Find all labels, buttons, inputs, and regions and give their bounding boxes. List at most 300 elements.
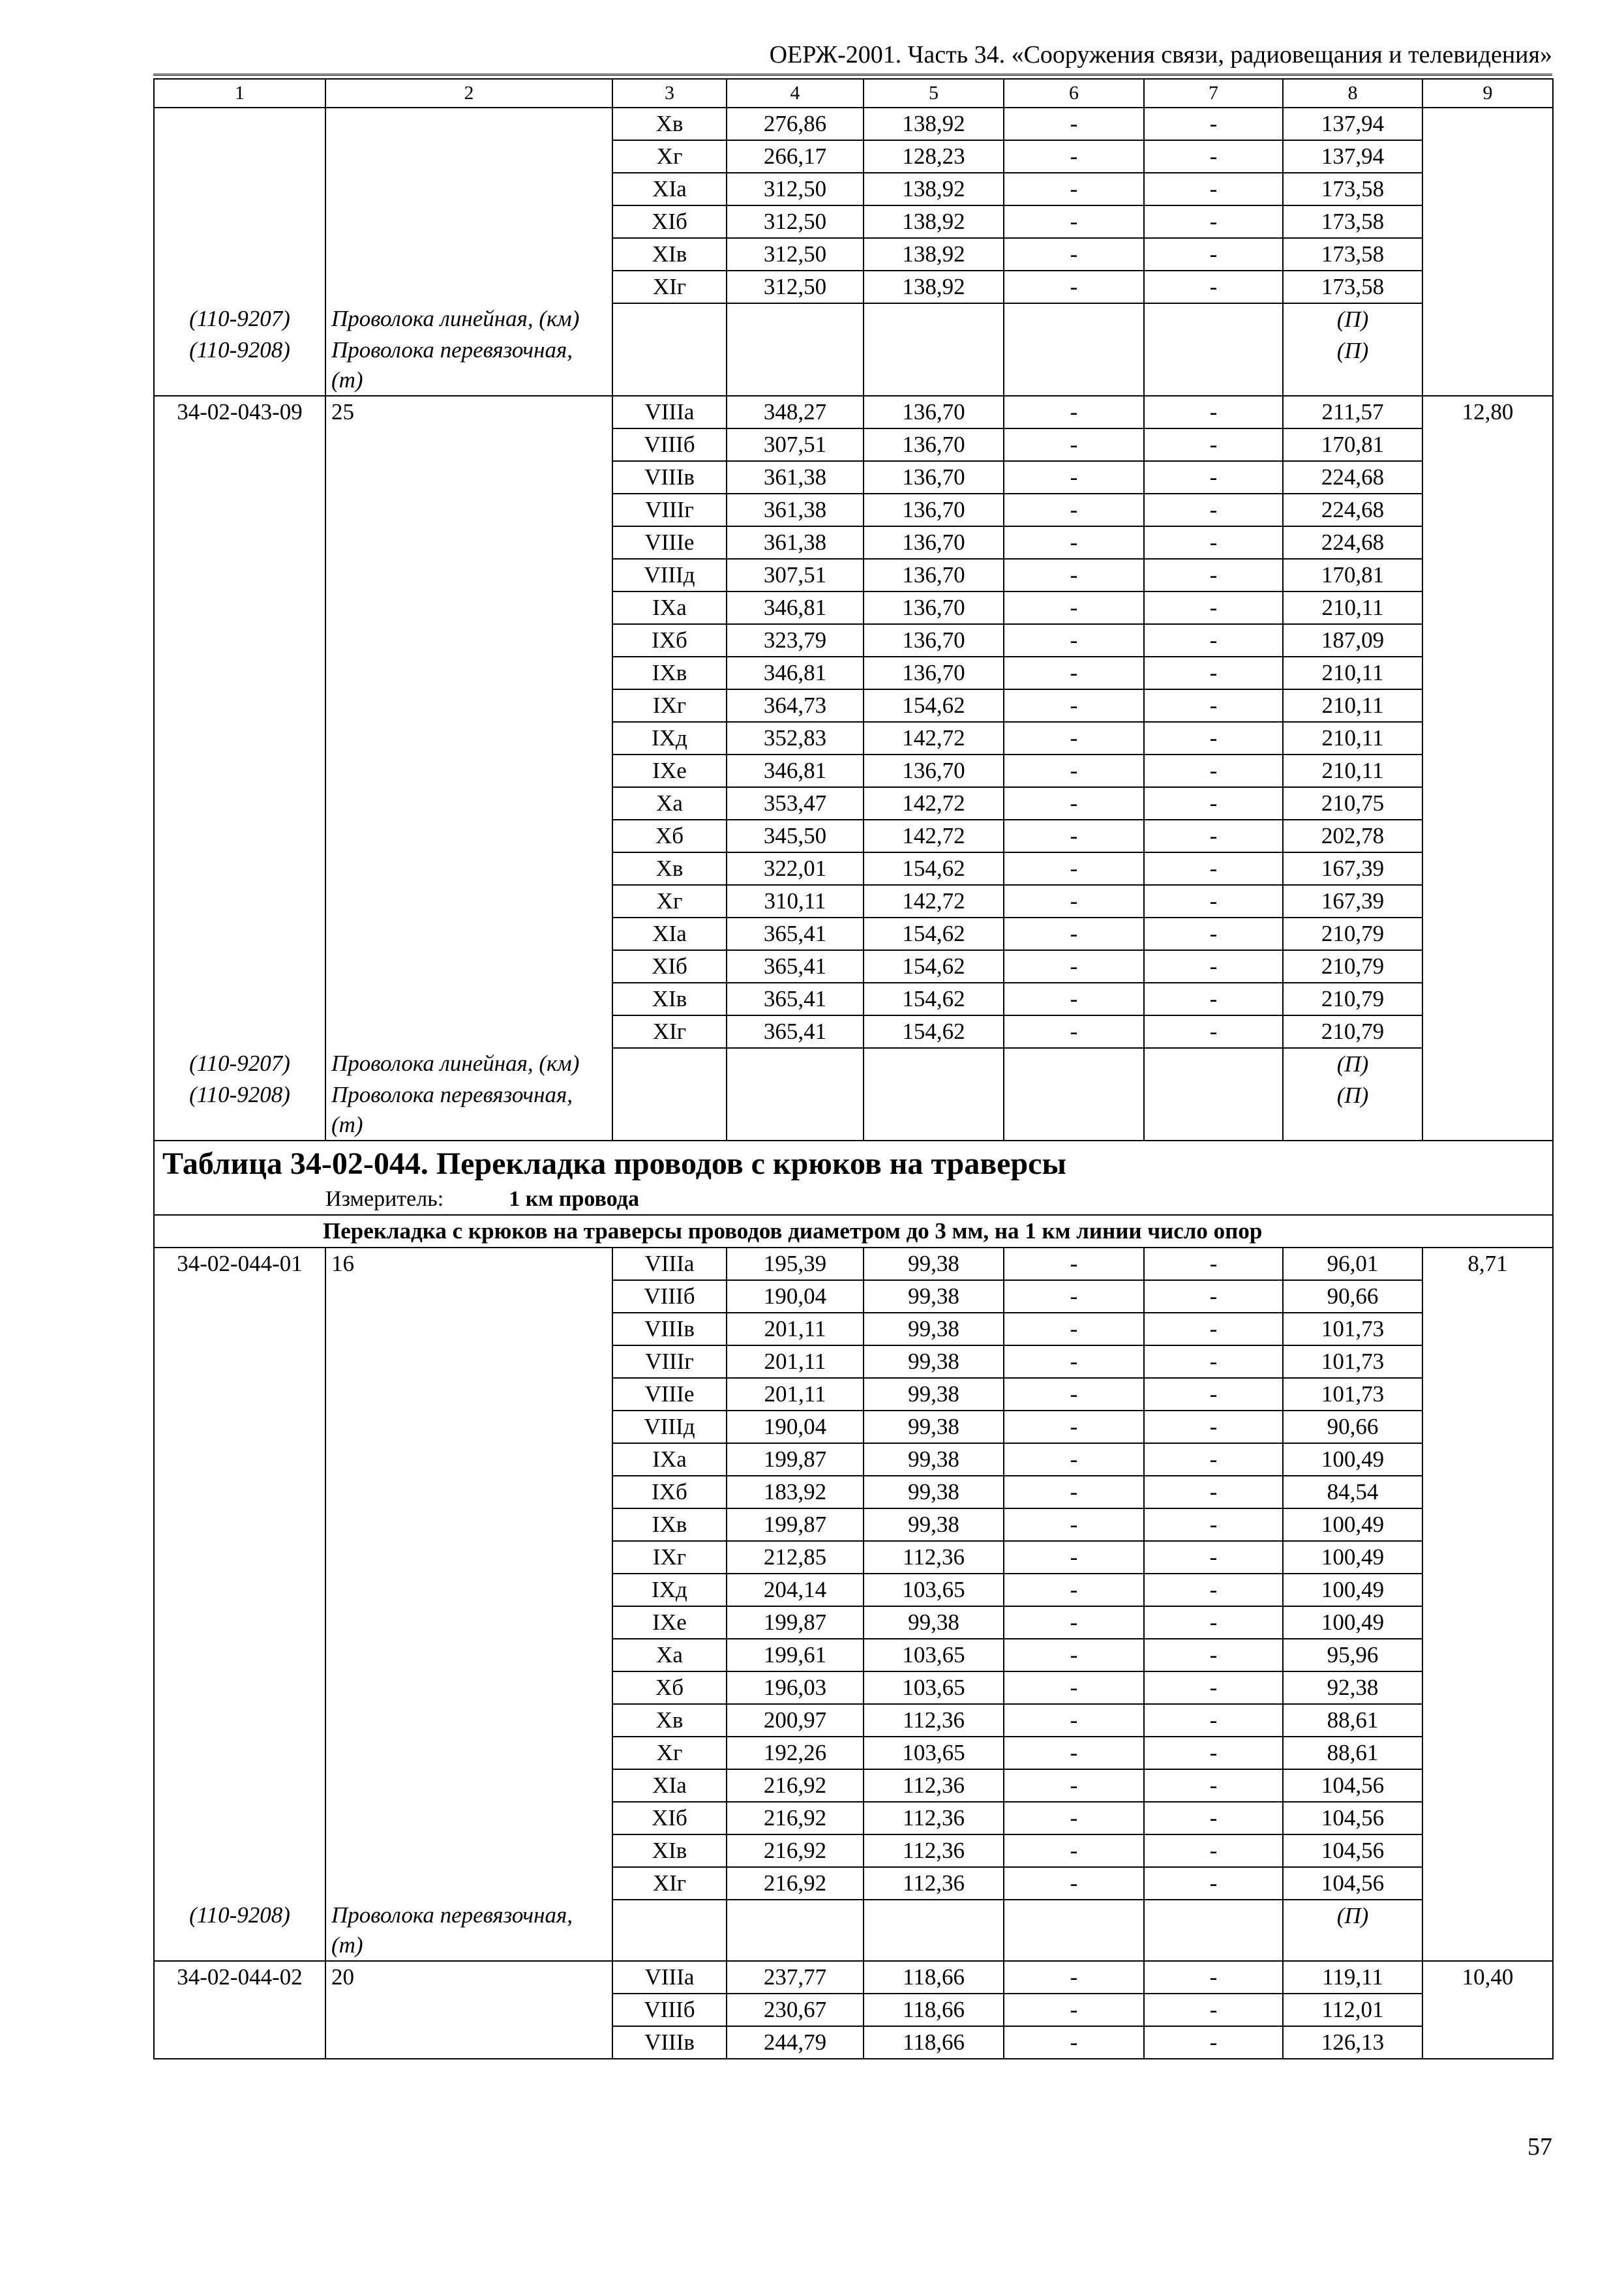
cell-col-5: 136,70: [864, 494, 1004, 526]
cell-col-8: 100,49: [1283, 1606, 1422, 1639]
cell-col-6: -: [1004, 2026, 1144, 2059]
cell-col-5: 99,38: [864, 1443, 1004, 1476]
cell-col-3: ХIб: [612, 950, 727, 983]
cell-col-3: IХб: [612, 624, 727, 657]
cell-col-8: 104,56: [1283, 1867, 1422, 1900]
materials-col-4: [727, 1048, 864, 1141]
cell-col-7: -: [1144, 559, 1283, 591]
cell-col-6: -: [1004, 108, 1144, 140]
cell-col-6: -: [1004, 1704, 1144, 1737]
cell-col-5: 99,38: [864, 1378, 1004, 1411]
cell-col-7: -: [1144, 1639, 1283, 1671]
column-number: 6: [1004, 79, 1144, 108]
spacer: [1284, 367, 1422, 395]
cell-col-4: 183,92: [727, 1476, 864, 1508]
cell-col-4: 216,92: [727, 1834, 864, 1867]
cell-col-6: -: [1004, 1411, 1144, 1443]
cell-col-4: 200,97: [727, 1704, 864, 1737]
cell-col-5: 136,70: [864, 461, 1004, 494]
support-count: 25: [325, 396, 612, 1048]
cell-col-7: -: [1144, 1994, 1283, 2026]
cell-col-3: ХIг: [612, 1867, 727, 1900]
cell-col-5: 138,92: [864, 108, 1004, 140]
materials-col-7: [1144, 303, 1283, 396]
cell-col-3: ХIг: [612, 1015, 727, 1048]
material-code: (110-9208): [189, 1902, 290, 1928]
cell-col-6: -: [1004, 205, 1144, 238]
cell-col-6: -: [1004, 885, 1144, 918]
cell-col-5: 118,66: [864, 2026, 1004, 2059]
cell-col-7: -: [1144, 173, 1283, 205]
cell-col-8: 84,54: [1283, 1476, 1422, 1508]
cell-col-4: 312,50: [727, 238, 864, 271]
cell-col-8: 210,11: [1283, 657, 1422, 689]
cell-col-4: 195,39: [727, 1248, 864, 1280]
cell-col-7: -: [1144, 689, 1283, 722]
cell-col-5: 136,70: [864, 559, 1004, 591]
cell-col-4: 312,50: [727, 205, 864, 238]
cell-col-3: Хв: [612, 108, 727, 140]
header-rule: [153, 74, 1552, 76]
cell-col-4: 361,38: [727, 494, 864, 526]
labor-cost: 8,71: [1422, 1248, 1553, 1961]
cell-col-6: -: [1004, 624, 1144, 657]
cell-col-8: 100,49: [1283, 1541, 1422, 1574]
cell-col-6: -: [1004, 1961, 1144, 1994]
cell-col-7: -: [1144, 1411, 1283, 1443]
cell-col-3: IХе: [612, 1606, 727, 1639]
cell-col-6: -: [1004, 1313, 1144, 1345]
cell-col-3: VIIIб: [612, 1994, 727, 2026]
column-number: 7: [1144, 79, 1283, 108]
cell-col-4: 361,38: [727, 526, 864, 559]
cell-col-8: 167,39: [1283, 885, 1422, 918]
cell-col-4: 310,11: [727, 885, 864, 918]
column-number: 8: [1283, 79, 1422, 108]
cell-col-4: 199,87: [727, 1443, 864, 1476]
table-row: [154, 396, 1553, 428]
cell-col-7: -: [1144, 1961, 1283, 1994]
cell-col-7: -: [1144, 1802, 1283, 1834]
cell-col-8: 210,79: [1283, 1015, 1422, 1048]
material-unit: (П): [1336, 1083, 1369, 1108]
cell-col-3: Хг: [612, 885, 727, 918]
cell-col-7: -: [1144, 852, 1283, 885]
cell-col-8: 90,66: [1283, 1280, 1422, 1313]
cell-col-7: -: [1144, 755, 1283, 787]
cell-col-7: -: [1144, 1574, 1283, 1606]
cell-col-3: Ха: [612, 1639, 727, 1671]
cell-col-5: 99,38: [864, 1280, 1004, 1313]
cell-col-3: ХIа: [612, 173, 727, 205]
cell-col-7: -: [1144, 787, 1283, 820]
cell-col-4: 216,92: [727, 1769, 864, 1802]
cell-col-5: 112,36: [864, 1802, 1004, 1834]
cell-col-5: 142,72: [864, 787, 1004, 820]
cell-col-4: 199,61: [727, 1639, 864, 1671]
materials-col-3: [612, 303, 727, 396]
material-codes: [154, 1900, 325, 1961]
cell-col-3: ХIв: [612, 983, 727, 1015]
cell-col-5: 118,66: [864, 1961, 1004, 1994]
material-unit: (П): [1336, 1051, 1369, 1077]
cell-col-4: 364,73: [727, 689, 864, 722]
cell-col-8: 202,78: [1283, 820, 1422, 852]
cell-col-3: VIIIб: [612, 1280, 727, 1313]
cell-col-8: 101,73: [1283, 1313, 1422, 1345]
cell-col-7: -: [1144, 1769, 1283, 1802]
cell-col-5: 112,36: [864, 1769, 1004, 1802]
cell-col-6: -: [1004, 238, 1144, 271]
rate-code: 34-02-043-09: [154, 396, 325, 1048]
cell-col-5: 154,62: [864, 918, 1004, 950]
cell-col-3: Хв: [612, 852, 727, 885]
section-row: [154, 1215, 1553, 1248]
cell-col-6: -: [1004, 1574, 1144, 1606]
cell-col-7: -: [1144, 1867, 1283, 1900]
cell-col-3: VIIIг: [612, 494, 727, 526]
cell-col-5: 99,38: [864, 1248, 1004, 1280]
cell-col-6: -: [1004, 1769, 1144, 1802]
material-code: (110-9207): [189, 1051, 290, 1076]
cell-col-4: 190,04: [727, 1411, 864, 1443]
cell-col-5: 136,70: [864, 396, 1004, 428]
cell-col-6: -: [1004, 787, 1144, 820]
materials-col-5: [864, 1048, 1004, 1141]
cell-col-3: IХб: [612, 1476, 727, 1508]
cell-col-7: -: [1144, 1737, 1283, 1769]
cell-col-8: 173,58: [1283, 238, 1422, 271]
cell-col-7: -: [1144, 1313, 1283, 1345]
cell-col-6: -: [1004, 755, 1144, 787]
rates-table: [153, 78, 1554, 2059]
cell-col-3: VIIIв: [612, 2026, 727, 2059]
support-count: [325, 108, 612, 303]
cell-col-5: 112,36: [864, 1834, 1004, 1867]
cell-col-4: 365,41: [727, 950, 864, 983]
cell-col-6: -: [1004, 461, 1144, 494]
spacer: [155, 1111, 325, 1139]
table-title-cell: [154, 1141, 1553, 1215]
cell-col-6: -: [1004, 1280, 1144, 1313]
cell-col-4: 365,41: [727, 1015, 864, 1048]
cell-col-3: VIIIв: [612, 461, 727, 494]
cell-col-7: -: [1144, 271, 1283, 303]
material-names: [325, 1900, 612, 1961]
cell-col-3: ХIб: [612, 205, 727, 238]
cell-col-5: 154,62: [864, 1015, 1004, 1048]
cell-col-7: -: [1144, 983, 1283, 1015]
cell-col-6: -: [1004, 1802, 1144, 1834]
cell-col-5: 136,70: [864, 624, 1004, 657]
cell-col-4: 230,67: [727, 1994, 864, 2026]
cell-col-3: VIIIд: [612, 559, 727, 591]
cell-col-7: -: [1144, 494, 1283, 526]
cell-col-8: 173,58: [1283, 205, 1422, 238]
table-title: Таблица 34-02-044. Перекладка проводов с крюков на траверсы: [162, 1146, 1066, 1181]
material-unit: (П): [1336, 1903, 1369, 1928]
cell-col-8: 170,81: [1283, 559, 1422, 591]
cell-col-4: 353,47: [727, 787, 864, 820]
cell-col-8: 100,49: [1283, 1508, 1422, 1541]
cell-col-8: 126,13: [1283, 2026, 1422, 2059]
materials-col-5: [864, 1900, 1004, 1961]
material-unit: (П): [1336, 338, 1369, 363]
support-count: 16: [325, 1248, 612, 1900]
cell-col-5: 118,66: [864, 1994, 1004, 2026]
cell-col-6: -: [1004, 591, 1144, 624]
cell-col-8: 104,56: [1283, 1834, 1422, 1867]
materials-row: [154, 1900, 1553, 1961]
cell-col-7: -: [1144, 657, 1283, 689]
cell-col-3: ХIа: [612, 1769, 727, 1802]
cell-col-6: -: [1004, 1508, 1144, 1541]
cell-col-5: 142,72: [864, 885, 1004, 918]
cell-col-6: -: [1004, 1476, 1144, 1508]
cell-col-7: -: [1144, 1015, 1283, 1048]
column-number: 5: [864, 79, 1004, 108]
materials-col-7: [1144, 1900, 1283, 1961]
cell-col-8: 210,79: [1283, 918, 1422, 950]
cell-col-3: Ха: [612, 787, 727, 820]
cell-col-4: 212,85: [727, 1541, 864, 1574]
cell-col-4: 199,87: [727, 1606, 864, 1639]
cell-col-4: 322,01: [727, 852, 864, 885]
cell-col-3: VIIIе: [612, 526, 727, 559]
table-title-row: [154, 1141, 1553, 1215]
cell-col-6: -: [1004, 1248, 1144, 1280]
cell-col-5: 99,38: [864, 1606, 1004, 1639]
materials-col-3: [612, 1048, 727, 1141]
cell-col-8: 170,81: [1283, 428, 1422, 461]
cell-col-3: Хб: [612, 820, 727, 852]
cell-col-8: 137,94: [1283, 108, 1422, 140]
column-number: 4: [727, 79, 864, 108]
cell-col-8: 210,79: [1283, 950, 1422, 983]
cell-col-6: -: [1004, 559, 1144, 591]
cell-col-7: -: [1144, 461, 1283, 494]
materials-col-6: [1004, 1048, 1144, 1141]
cell-col-7: -: [1144, 1280, 1283, 1313]
cell-col-4: 312,50: [727, 271, 864, 303]
cell-col-5: 154,62: [864, 852, 1004, 885]
material-code: (110-9207): [189, 306, 290, 331]
cell-col-6: -: [1004, 526, 1144, 559]
cell-col-3: IХе: [612, 755, 727, 787]
cell-col-3: VIIIа: [612, 1961, 727, 1994]
cell-col-7: -: [1144, 526, 1283, 559]
cell-col-8: 224,68: [1283, 461, 1422, 494]
cell-col-6: -: [1004, 657, 1144, 689]
cell-col-3: VIIIа: [612, 396, 727, 428]
cell-col-7: -: [1144, 1671, 1283, 1704]
cell-col-8: 100,49: [1283, 1574, 1422, 1606]
cell-col-6: -: [1004, 852, 1144, 885]
cell-col-4: 365,41: [727, 983, 864, 1015]
labor-cost: 12,80: [1422, 396, 1553, 1141]
materials-row: [154, 1048, 1553, 1141]
cell-col-8: 210,11: [1283, 591, 1422, 624]
cell-col-7: -: [1144, 1704, 1283, 1737]
cell-col-4: 216,92: [727, 1867, 864, 1900]
cell-col-4: 196,03: [727, 1671, 864, 1704]
cell-col-3: VIIIб: [612, 428, 727, 461]
cell-col-8: 90,66: [1283, 1411, 1422, 1443]
meter-line: [162, 1184, 1544, 1214]
cell-col-3: IХд: [612, 722, 727, 755]
cell-col-5: 99,38: [864, 1411, 1004, 1443]
cell-col-7: -: [1144, 624, 1283, 657]
cell-col-8: 101,73: [1283, 1345, 1422, 1378]
cell-col-8: 112,01: [1283, 1994, 1422, 2026]
cell-col-6: -: [1004, 1015, 1144, 1048]
cell-col-3: Хг: [612, 140, 727, 173]
cell-col-8: 210,11: [1283, 755, 1422, 787]
cell-col-8: 167,39: [1283, 852, 1422, 885]
cell-col-8: 224,68: [1283, 494, 1422, 526]
cell-col-5: 103,65: [864, 1639, 1004, 1671]
cell-col-6: -: [1004, 396, 1144, 428]
cell-col-8: 104,56: [1283, 1802, 1422, 1834]
table-row: [154, 108, 1553, 140]
cell-col-5: 142,72: [864, 722, 1004, 755]
cell-col-5: 99,38: [864, 1345, 1004, 1378]
cell-col-5: 128,23: [864, 140, 1004, 173]
materials-col-4: [727, 1900, 864, 1961]
material-codes: [154, 303, 325, 396]
cell-col-3: ХIб: [612, 1802, 727, 1834]
page-header: ОЕРЖ-2001. Часть 34. «Сооружения связи, радиовещания и телевидения»: [769, 41, 1552, 68]
cell-col-7: -: [1144, 885, 1283, 918]
cell-col-7: -: [1144, 205, 1283, 238]
meter-value: 1 км провода: [509, 1187, 639, 1211]
cell-col-6: -: [1004, 722, 1144, 755]
cell-col-3: IХв: [612, 657, 727, 689]
cell-col-3: IХа: [612, 1443, 727, 1476]
cell-col-6: -: [1004, 1994, 1144, 2026]
cell-col-7: -: [1144, 428, 1283, 461]
cell-col-4: 312,50: [727, 173, 864, 205]
cell-col-8: 224,68: [1283, 526, 1422, 559]
cell-col-4: 345,50: [727, 820, 864, 852]
cell-col-5: 154,62: [864, 689, 1004, 722]
cell-col-4: 307,51: [727, 559, 864, 591]
cell-col-7: -: [1144, 2026, 1283, 2059]
material-name: Проволока перевязочная,: [331, 1902, 573, 1928]
cell-col-6: -: [1004, 820, 1144, 852]
cell-col-8: 173,58: [1283, 173, 1422, 205]
cell-col-5: 138,92: [864, 205, 1004, 238]
material-name: Проволока линейная, (км): [331, 1051, 580, 1076]
cell-col-8: 100,49: [1283, 1443, 1422, 1476]
cell-col-5: 99,38: [864, 1508, 1004, 1541]
cell-col-8: 96,01: [1283, 1248, 1422, 1280]
cell-col-3: VIIIг: [612, 1345, 727, 1378]
material-name-tail: (т): [331, 1932, 363, 1958]
cell-col-8: 137,94: [1283, 140, 1422, 173]
cell-col-4: 190,04: [727, 1280, 864, 1313]
cell-col-5: 103,65: [864, 1737, 1004, 1769]
material-name: Проволока перевязочная,: [331, 1082, 573, 1107]
column-number-row: [154, 79, 1553, 108]
cell-col-8: 88,61: [1283, 1737, 1422, 1769]
cell-col-7: -: [1144, 108, 1283, 140]
cell-col-4: 276,86: [727, 108, 864, 140]
materials-col-3: [612, 1900, 727, 1961]
cell-col-6: -: [1004, 689, 1144, 722]
cell-col-3: VIIIд: [612, 1411, 727, 1443]
cell-col-4: 204,14: [727, 1574, 864, 1606]
materials-col-8: [1283, 1048, 1422, 1141]
labor-cost: [1422, 108, 1553, 396]
cell-col-8: 187,09: [1283, 624, 1422, 657]
cell-col-5: 103,65: [864, 1574, 1004, 1606]
cell-col-7: -: [1144, 591, 1283, 624]
cell-col-5: 154,62: [864, 983, 1004, 1015]
cell-col-5: 112,36: [864, 1541, 1004, 1574]
cell-col-6: -: [1004, 1606, 1144, 1639]
cell-col-7: -: [1144, 396, 1283, 428]
cell-col-8: 95,96: [1283, 1639, 1422, 1671]
cell-col-4: 346,81: [727, 755, 864, 787]
cell-col-4: 237,77: [727, 1961, 864, 1994]
cell-col-7: -: [1144, 1508, 1283, 1541]
cell-col-3: Хв: [612, 1704, 727, 1737]
cell-col-4: 348,27: [727, 396, 864, 428]
material-name-tail: (т): [331, 367, 363, 393]
cell-col-5: 99,38: [864, 1313, 1004, 1345]
cell-col-6: -: [1004, 1378, 1144, 1411]
cell-col-5: 136,70: [864, 428, 1004, 461]
cell-col-4: 323,79: [727, 624, 864, 657]
cell-col-5: 138,92: [864, 173, 1004, 205]
cell-col-7: -: [1144, 1834, 1283, 1867]
cell-col-4: 346,81: [727, 591, 864, 624]
cell-col-6: -: [1004, 1834, 1144, 1867]
cell-col-4: 352,83: [727, 722, 864, 755]
cell-col-4: 266,17: [727, 140, 864, 173]
material-name-tail: (т): [331, 1112, 363, 1137]
cell-col-3: IХг: [612, 689, 727, 722]
cell-col-6: -: [1004, 1443, 1144, 1476]
cell-col-7: -: [1144, 1443, 1283, 1476]
cell-col-3: VIIIе: [612, 1378, 727, 1411]
cell-col-6: -: [1004, 494, 1144, 526]
material-names: [325, 1048, 612, 1141]
cell-col-3: Хг: [612, 1737, 727, 1769]
cell-col-4: 199,87: [727, 1508, 864, 1541]
cell-col-8: 92,38: [1283, 1671, 1422, 1704]
cell-col-6: -: [1004, 173, 1144, 205]
cell-col-3: ХIг: [612, 271, 727, 303]
cell-col-8: 88,61: [1283, 1704, 1422, 1737]
materials-col-6: [1004, 1900, 1144, 1961]
cell-col-5: 136,70: [864, 755, 1004, 787]
rate-code: 34-02-044-01: [154, 1248, 325, 1900]
column-number: 9: [1422, 79, 1553, 108]
cell-col-6: -: [1004, 1639, 1144, 1671]
cell-col-4: 361,38: [727, 461, 864, 494]
cell-col-6: -: [1004, 1541, 1144, 1574]
section-heading: Перекладка с крюков на траверсы проводов диаметром до 3 мм, на 1 км линии число опор: [154, 1215, 1553, 1248]
labor-cost: 10,40: [1422, 1961, 1553, 2059]
cell-col-8: 210,75: [1283, 787, 1422, 820]
cell-col-4: 192,26: [727, 1737, 864, 1769]
materials-col-6: [1004, 303, 1144, 396]
cell-col-5: 112,36: [864, 1867, 1004, 1900]
cell-col-5: 99,38: [864, 1476, 1004, 1508]
spacer: [155, 1931, 325, 1960]
